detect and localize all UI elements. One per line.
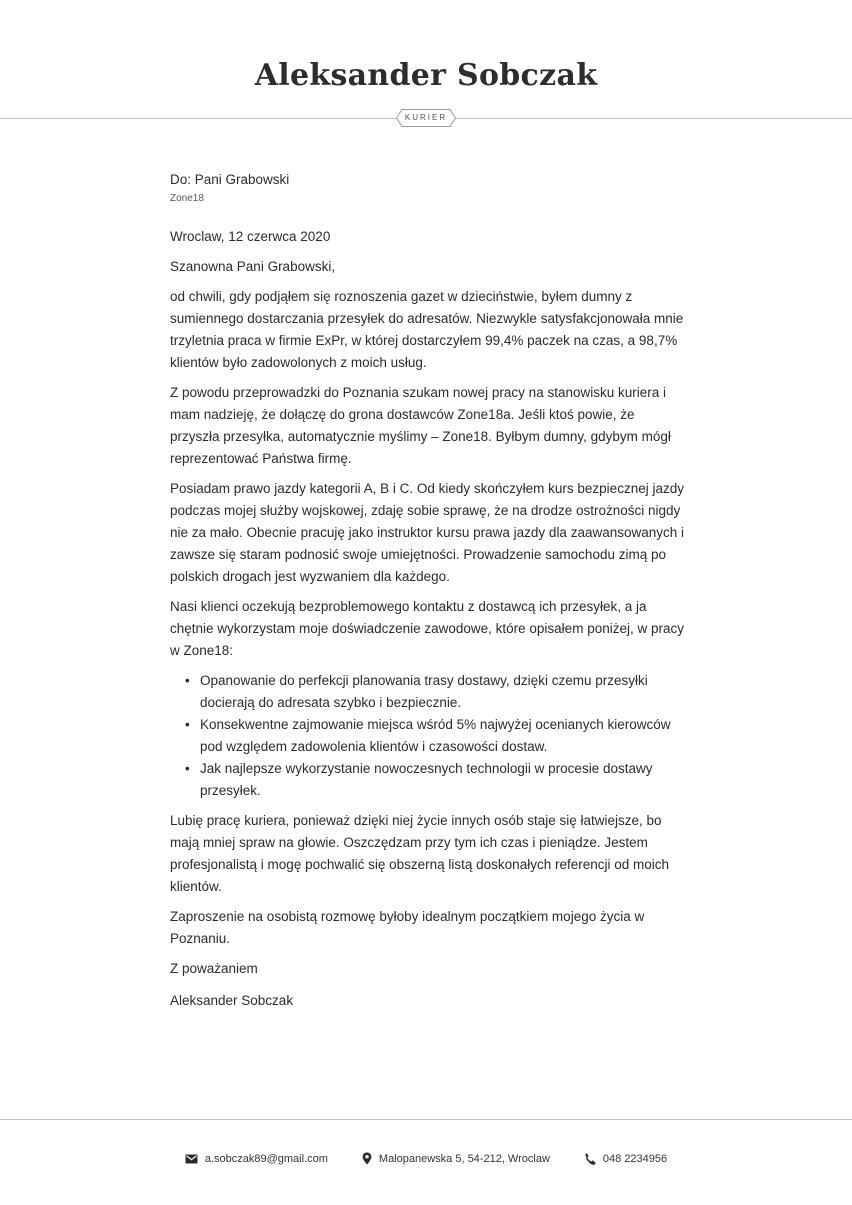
- paragraph: Nasi klienci oczekują bezproblemowego kontaktu z dostawcą ich przesyłek, a ja chętnie wykorzystam moje doświadczenie zawodowe, które opisałem poniżej, w pracy w Zone18:: [170, 599, 684, 658]
- email-text[interactable]: a.sobczak89@gmail.com: [204, 1152, 328, 1165]
- recipient-name: Do: Pani Grabowski: [170, 172, 290, 187]
- contact-bar: [0, 1152, 852, 1165]
- letter-greeting: Szanowna Pani Grabowski,: [170, 259, 336, 274]
- job-title: KURIER: [404, 113, 448, 122]
- paragraph: Z powodu przeprowadzki do Poznania szukam nowej pracy na stanowisku kuriera i mam nadzieję, że dołączę do grona dostawców Zone18a. Jeśli ktoś powie, że przyszła przesyłka, automatycznie myślimy – Zone18. Byłbym dumny, gdybym mógł reprezentować Państwa firmę.: [170, 385, 671, 466]
- applicant-name: Aleksander Sobczak: [254, 58, 598, 93]
- list-item: • Jak najlepsze wykorzystanie nowoczesnych technologii w procesie dostawy przesyłek.: [200, 758, 686, 802]
- paragraph: Lubię pracę kuriera, ponieważ dzięki niej życie innych osób staje się łatwiejsze, bo mają mniej spraw na głowie. Oszczędzam przy tym ich czas i pieniądze. Jestem profesjonalistą i mogę pochwalić się obszerną listą doskonałych referencji od moich klientów.: [170, 813, 670, 894]
- contact-phone: [584, 1152, 667, 1165]
- footer-divider: [0, 1119, 852, 1120]
- letter-signature: Aleksander Sobczak: [170, 993, 294, 1008]
- job-title-badge: [396, 109, 456, 127]
- envelope-icon: [185, 1154, 198, 1164]
- paragraph: od chwili, gdy podjąłem się roznoszenia gazet w dzieciństwie, byłem dumny z sumiennego dostarczania przesyłek do adresatów. Niezwykle satysfakcjonowała mnie trzyletnia praca w firmie ExPr, w której dostarczyłem 99,4% paczek na czas, a 98,7% klientów było zadowolonych z moich usług.: [170, 289, 684, 370]
- phone-text[interactable]: 048 2234956: [602, 1152, 668, 1165]
- recipient-company: Zone18: [170, 193, 204, 204]
- address-text: Malopanewska 5, 54-212, Wroclaw: [378, 1152, 550, 1165]
- letter-closing: Z poważaniem: [170, 961, 258, 976]
- skills-list: [170, 670, 686, 802]
- list-item: • Konsekwentne zajmowanie miejsca wśród 5% najwyżej ocenianych kierowców pod względem zadowolenia klientów i czasowości dostaw.: [200, 714, 686, 758]
- list-item: • Opanowanie do perfekcji planowania trasy dostawy, dzięki czemu przesyłki docierają do adresata szybko i bezpiecznie.: [200, 670, 686, 714]
- contact-email: [185, 1152, 328, 1165]
- phone-icon: [584, 1153, 596, 1165]
- paragraph: Posiadam prawo jazdy kategorii A, B i C. Od kiedy skończyłem kurs bezpiecznej jazdy podczas mojej służby wojskowej, zdaję sobie sprawę, że na drodze ostrożności nigdy nie za mało. Obecnie pracuję jako instruktor kursu prawa jazdy dla zaawansowanych i zawsze się staram podnosić swoje umiejętności. Prowadzenie samochodu zimą po polskich drogach jest wyzwaniem dla każdego.: [170, 481, 685, 584]
- letter-date: Wroclaw, 12 czerwca 2020: [170, 229, 331, 244]
- map-pin-icon: [362, 1152, 372, 1165]
- letter-body: [170, 170, 686, 1012]
- contact-address: [362, 1152, 550, 1165]
- paragraph: Zaproszenie na osobistą rozmowę byłoby idealnym początkiem mojego życia w Poznaniu.: [170, 909, 645, 946]
